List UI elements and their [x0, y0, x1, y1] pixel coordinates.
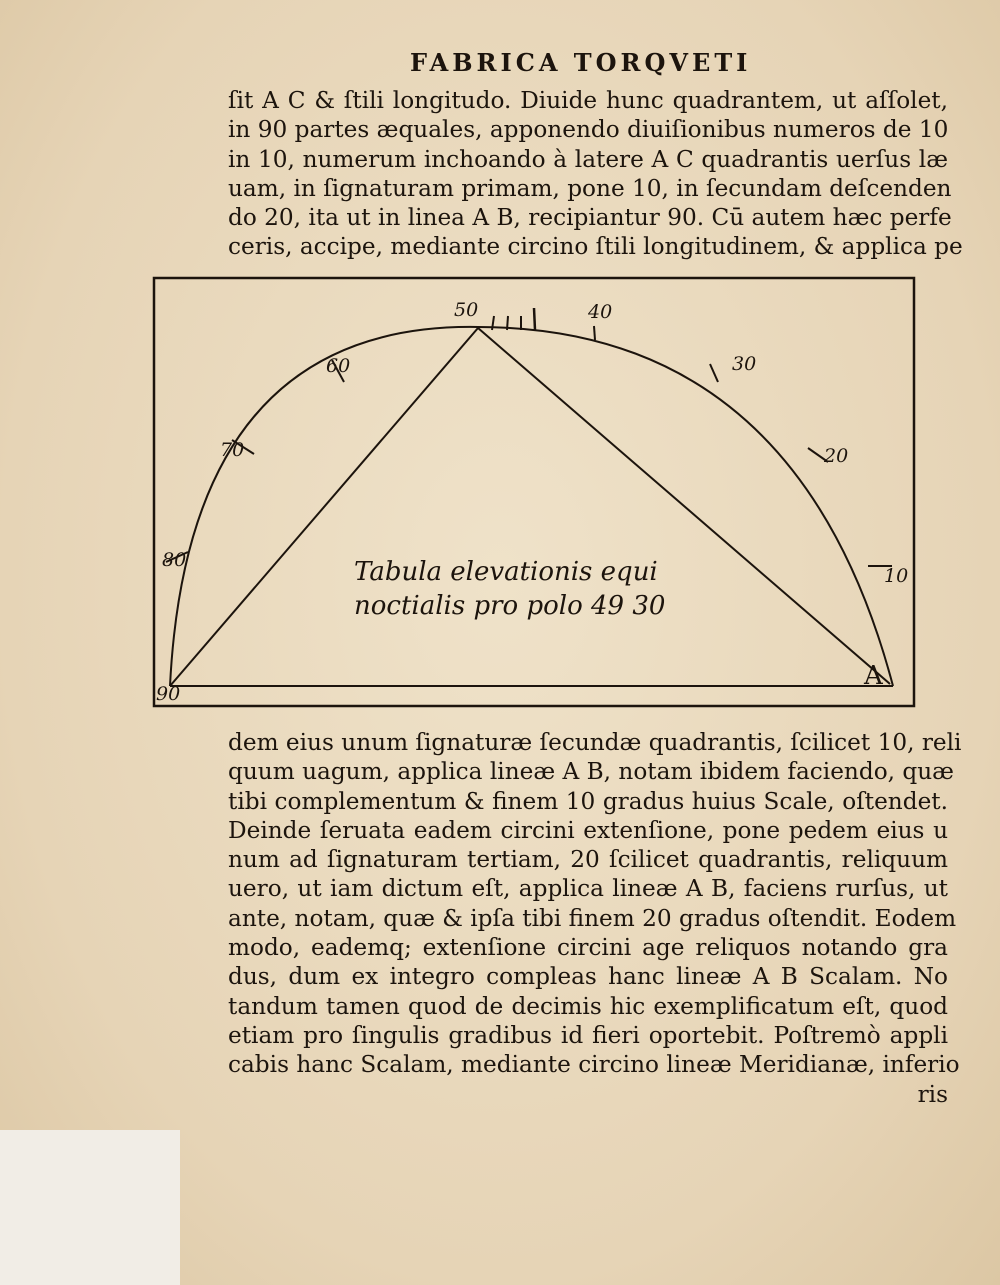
text-line: ſit A C & ſtili longitudo. Diuide hunc quadrantem, ut aſſolet, [228, 87, 948, 114]
text-line: ceris, accipe, mediante circino ſtili longitudinem, & applica pe [228, 233, 963, 261]
triangle-right-side [478, 328, 890, 684]
degree-label-90: 90 [156, 683, 181, 705]
text-line: quum uagum, applica lineæ A B, notam ibidem faciendo, quæ [228, 758, 954, 786]
text-line: etiam pro ſingulis gradibus id fieri oportebit. Poſtremò appli [228, 1021, 948, 1049]
triangle-left-side [170, 328, 478, 686]
degree-label-20: 20 [824, 445, 849, 467]
text-line: in 10, numerum inchoando à latere A C quadrantis uerſus læ [228, 145, 948, 173]
degree-label-80: 80 [162, 549, 187, 571]
degree-label-30: 30 [732, 353, 757, 375]
degree-label-70: 70 [220, 439, 245, 461]
diagram-caption-line-1: Tabula elevationis equi [354, 557, 658, 587]
text-line: uero, ut iam dictum eſt, applica lineæ A B, faciens rurſus, ut [228, 875, 948, 903]
text-line: uam, in ſignaturam primam, pone 10, in ſecundam deſcenden [228, 174, 952, 202]
diagram-frame [154, 278, 914, 706]
tick-mark [594, 326, 595, 340]
text-line: in 90 partes æquales, apponendo diuiſionibus numeros de 10 [228, 116, 949, 144]
degree-label-50: 50 [454, 299, 479, 321]
text-line: num ad ſignaturam tertiam, 20 ſcilicet quadrantis, reliquum [228, 846, 948, 874]
tick-mark [507, 316, 508, 330]
text-line: dem eius unum ſignaturæ ſecundæ quadrantis, ſcilicet 10, reli [228, 729, 962, 756]
text-block-bottom [228, 728, 962, 1109]
point-label-a: A [864, 661, 883, 691]
text-line: dus, dum ex integro compleas hanc lineæ A B Scalam. No [228, 963, 948, 991]
quadrant-diagram [148, 272, 923, 717]
diagram-caption-line-2: noctialis pro polo 49 30 [354, 591, 666, 621]
text-line: modo, eademq; extenſione circini age reliquos notando gra [228, 934, 948, 962]
diagram-svg [148, 272, 923, 717]
text-block-top [228, 86, 963, 262]
text-line: Deinde ſeruata eadem circini extenſione, pone pedem eius u [228, 816, 948, 844]
text-line: tandum tamen quod de decimis hic exemplificatum eſt, quod [228, 992, 948, 1020]
running-header: FABRICA TORQVETI [410, 48, 752, 77]
tick-mark [710, 364, 718, 382]
degree-label-10: 10 [884, 565, 909, 587]
catchword: ris [917, 1080, 948, 1108]
page-corner-blank [0, 1130, 180, 1285]
text-line: ante, notam, quæ & ipſa tibi finem 20 gradus oſtendit. Eodem [228, 904, 957, 932]
tick-mark [534, 308, 535, 330]
text-line: cabis hanc Scalam, mediante circino lineæ Meridianæ, inferio [228, 1051, 960, 1079]
text-line: do 20, ita ut in linea A B, recipiantur 90. Cū autem hæc perfe [228, 204, 952, 232]
text-line: tibi complementum & finem 10 gradus huius Scale, oſtendet. [228, 787, 948, 815]
quadrant-arc [170, 327, 893, 686]
degree-label-60: 60 [326, 355, 351, 377]
degree-label-40: 40 [588, 301, 613, 323]
